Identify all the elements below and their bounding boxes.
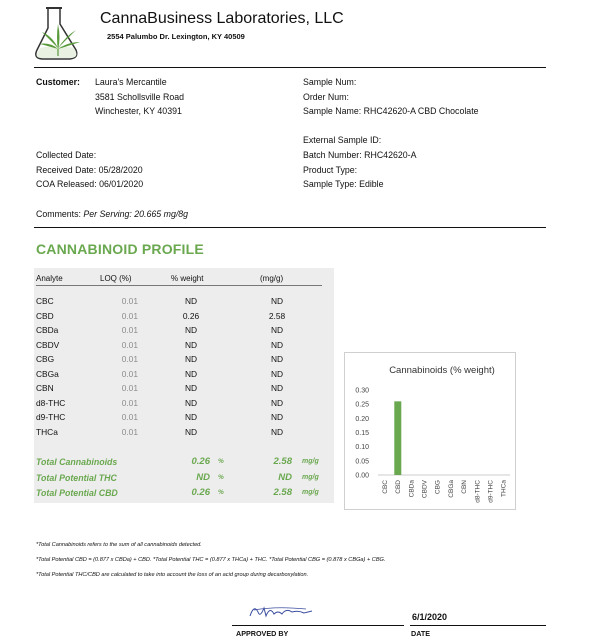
cell-loq: 0.01	[121, 354, 138, 364]
total-mg-value: 2.58	[273, 487, 292, 498]
cell-mg-per-g: ND	[270, 426, 284, 437]
cell-loq: 0.01	[121, 426, 138, 437]
total-mg-unit: mg/g	[302, 473, 319, 481]
x-tick-label: CBG	[434, 480, 442, 495]
external-sample-id: External Sample ID:	[303, 135, 382, 146]
approved-by-label: APPROVED BY	[236, 629, 289, 638]
cell-pct-weight: ND	[184, 296, 198, 306]
date-line	[410, 625, 546, 626]
cell-analyte: CBC	[36, 296, 54, 306]
y-tick-label: 0.10	[355, 444, 369, 452]
cell-loq: 0.01	[121, 368, 138, 379]
sample-type: Sample Type: Edible	[303, 179, 384, 190]
customer-label: Customer:	[36, 77, 80, 87]
cell-mg-per-g: ND	[270, 383, 284, 393]
cell-mg-per-g: ND	[270, 397, 284, 408]
total-label: Total Cannabinoids	[36, 457, 118, 467]
received-date: Received Date: 05/28/2020	[36, 164, 143, 175]
total-pct-value: 0.26	[191, 487, 210, 498]
y-tick-label: 0.00	[355, 472, 369, 480]
total-label: Total Potential CBD	[36, 488, 118, 498]
col-header-mg: (mg/g)	[260, 274, 284, 283]
x-tick-label: d9-THC	[487, 480, 495, 503]
cell-analyte: d9-THC	[36, 412, 66, 422]
footnote-3: *Total Potential THC/CBD are calculated to take into account the loss of an acid group during decarboxylation.	[36, 572, 309, 578]
chart-title: Cannabinoids (% weight)	[389, 365, 495, 376]
approved-line	[232, 625, 404, 626]
signature-image	[246, 600, 316, 622]
cell-mg-per-g: ND	[270, 339, 284, 350]
total-mg-value: ND	[278, 471, 292, 483]
cell-analyte: CBN	[36, 383, 54, 393]
total-pct-value: ND	[196, 471, 210, 483]
cell-pct-weight: ND	[184, 426, 198, 437]
company-address: 2554 Palumbo Dr. Lexington, KY 40509	[107, 32, 245, 41]
comments-divider	[34, 227, 546, 228]
sample-num: Sample Num:	[303, 77, 357, 87]
total-pct-unit: %	[218, 489, 224, 496]
cell-loq: 0.01	[121, 296, 138, 306]
y-tick-label: 0.20	[355, 415, 369, 423]
cell-pct-weight: ND	[184, 412, 198, 422]
total-mg-value: 2.58	[273, 456, 292, 467]
y-tick-label: 0.05	[355, 458, 369, 466]
y-tick-label: 0.25	[355, 401, 369, 409]
cell-analyte: CBG	[36, 354, 55, 364]
cell-pct-weight: ND	[184, 397, 198, 408]
coa-released-date: COA Released: 06/01/2020	[36, 179, 144, 190]
x-tick-label: CBD	[395, 480, 403, 494]
y-tick-label: 0.15	[355, 430, 369, 437]
cell-pct-weight: 0.26	[182, 310, 200, 321]
x-tick-label: CBDV	[421, 480, 429, 499]
cell-loq: 0.01	[121, 412, 138, 422]
chart-svg	[345, 353, 517, 511]
x-tick-label: d8-THC	[474, 480, 482, 503]
header-divider	[34, 67, 546, 68]
total-label: Total Potential THC	[36, 472, 117, 483]
cell-analyte: d8-THC	[36, 397, 66, 408]
cell-loq: 0.01	[121, 310, 138, 321]
total-pct-unit: %	[218, 473, 224, 481]
cell-loq: 0.01	[121, 397, 138, 408]
cell-analyte: CBDV	[36, 339, 60, 350]
product-type: Product Type:	[303, 164, 358, 175]
col-header-loq: LOQ (%)	[100, 274, 132, 283]
customer-street: 3581 Schollsville Road	[95, 91, 184, 102]
company-name: CannaBusiness Laboratories, LLC	[100, 10, 344, 27]
signature-date: 6/1/2020	[412, 612, 448, 622]
customer-name: Laura's Mercantile	[95, 77, 167, 87]
order-num: Order Num:	[303, 91, 349, 102]
cell-mg-per-g: ND	[270, 296, 284, 306]
cell-mg-per-g: 2.58	[268, 310, 286, 321]
total-mg-unit: mg/g	[302, 458, 319, 465]
bar-cbd	[394, 401, 401, 475]
collected-date: Collected Date:	[36, 150, 97, 160]
cell-analyte: CBGa	[36, 368, 59, 379]
col-header-analyte: Analyte	[36, 274, 63, 283]
table-header-rule	[36, 285, 322, 286]
footnote-1: *Total Cannabinoids refers to the sum of all cannabinoids detected.	[36, 542, 202, 548]
sample-name: Sample Name: RHC42620-A CBD Chocolate	[303, 106, 479, 117]
cell-loq: 0.01	[121, 383, 138, 393]
comments-value: Per Serving: 20.665 mg/8g	[83, 209, 189, 219]
y-tick-label: 0.30	[355, 387, 369, 395]
cell-analyte: CBD	[36, 310, 54, 321]
profile-title: CANNABINOID PROFILE	[36, 241, 204, 257]
x-tick-label: THCa	[500, 480, 508, 497]
cell-pct-weight: ND	[184, 368, 198, 379]
x-tick-label: CBGa	[447, 480, 455, 498]
cell-pct-weight: ND	[184, 325, 198, 335]
cell-loq: 0.01	[121, 325, 138, 335]
cell-analyte: THCa	[36, 426, 58, 437]
total-pct-unit: %	[218, 458, 224, 465]
col-header-pct: % weight	[171, 274, 204, 283]
cell-pct-weight: ND	[184, 339, 198, 350]
comments-label: Comments:	[36, 209, 84, 219]
cell-mg-per-g: ND	[270, 412, 284, 422]
cell-mg-per-g: ND	[270, 354, 284, 364]
cell-mg-per-g: ND	[270, 325, 284, 335]
company-logo	[34, 4, 86, 62]
cell-pct-weight: ND	[184, 383, 198, 393]
total-mg-unit: mg/g	[302, 489, 319, 496]
cell-analyte: CBDa	[36, 325, 59, 335]
total-pct-value: 0.26	[191, 456, 210, 467]
x-tick-label: CBDa	[408, 480, 416, 498]
cell-mg-per-g: ND	[270, 368, 284, 379]
comments	[36, 207, 188, 222]
x-tick-label: CBN	[461, 480, 469, 494]
cannabinoid-chart	[344, 352, 516, 510]
x-tick-label: CBC	[381, 480, 389, 494]
footnote-2: *Total Potential CBD = (0.877 x CBDa) + CBD. *Total Potential THC = (0.877 x THCa) + THC. *Total Potential CBG = (0.878 x CBGa) + CBG.	[36, 557, 386, 563]
date-label: DATE	[411, 629, 431, 638]
batch-number: Batch Number: RHC42620-A	[303, 150, 417, 160]
customer-city: Winchester, KY 40391	[95, 106, 182, 117]
cell-loq: 0.01	[121, 339, 138, 350]
cell-pct-weight: ND	[184, 354, 198, 364]
